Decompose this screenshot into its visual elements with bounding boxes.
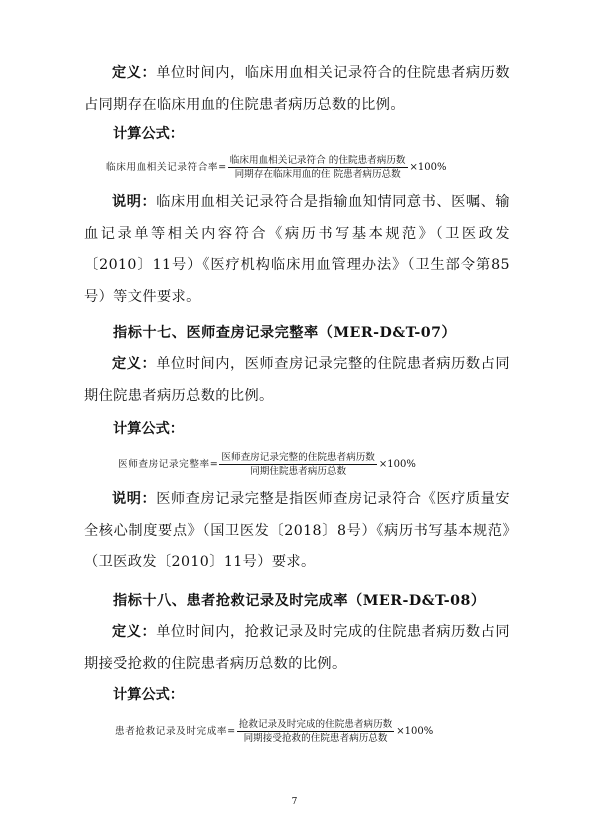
formula-label: 计算公式： (113, 126, 184, 142)
definition-label: 定义： (112, 624, 157, 640)
section-heading: 指标十七、医师查房记录完整率（MER-D&T-07） (113, 325, 457, 341)
formula-denominator: 同期住院患者病历总数 (250, 466, 347, 477)
formula-name: 医师查房记录完整率= (118, 459, 219, 470)
formula-multiplier: ×100% (409, 162, 447, 173)
definition-label: 定义： (112, 356, 157, 372)
definition-paragraph (84, 58, 510, 121)
formula-fraction (237, 719, 395, 744)
page-number: 7 (291, 797, 298, 807)
note-text: 临床用血相关记录符合是指输血知情同意书、医嘱、输血记录单等相关内容符合《病历书写基本规范》（卫医政发〔2010〕11号）《医疗机构临床用血管理办法》（卫生部令第85号）等文件要求。 (84, 194, 511, 305)
definition-text: 单位时间内，临床用血相关记录符合的住院患者病历数占同期存在临床用血的住院患者病历总数的比例。 (84, 65, 511, 113)
formula-multiplier: ×100% (378, 459, 416, 470)
definition-text: 单位时间内，抢救记录及时完成的住院患者病历数占同期接受抢救的住院患者病历总数的比例。 (84, 624, 511, 672)
note-text: 医师查房记录完整是指医师查房记录符合《医疗质量安全核心制度要点》（国卫医发〔2018〕8号）《病历书写基本规范》（卫医政发〔2010〕11号）要求。 (84, 491, 511, 570)
definition-paragraph (84, 617, 510, 680)
note-label: 说明： (112, 491, 157, 507)
formula-denominator: 同期存在临床用血的住 院患者病历总数 (234, 169, 401, 180)
definition-label: 定义： (112, 65, 157, 81)
formula-multiplier: ×100% (396, 726, 434, 737)
definition-paragraph (84, 349, 510, 412)
formula (106, 155, 447, 180)
formula-numerator: 抢救记录及时完成的住院患者病历数 (238, 719, 393, 730)
formula-label: 计算公式： (113, 421, 184, 437)
formula (115, 719, 433, 744)
note-label: 说明： (112, 194, 157, 210)
section-heading: 指标十八、患者抢救记录及时完成率（MER-D&T-08） (113, 593, 486, 609)
formula-denominator: 同期接受抢救的住院患者病历总数 (243, 733, 388, 744)
formula-fraction (228, 155, 408, 180)
formula-numerator: 医师查房记录完整的住院患者病历数 (221, 452, 375, 463)
note-paragraph (84, 484, 510, 579)
definition-text: 单位时间内，医师查房记录完整的住院患者病历数占同期住院患者病历总数的比例。 (84, 356, 511, 404)
formula-numerator: 临床用血相关记录符合 的住院患者病历数 (229, 155, 406, 166)
formula (118, 452, 416, 477)
formula-fraction (219, 452, 377, 477)
note-paragraph (84, 187, 510, 313)
formula-name: 患者抢救记录及时完成率= (115, 726, 236, 737)
formula-name: 临床用血相关记录符合率= (106, 162, 227, 173)
formula-label: 计算公式： (113, 687, 184, 703)
